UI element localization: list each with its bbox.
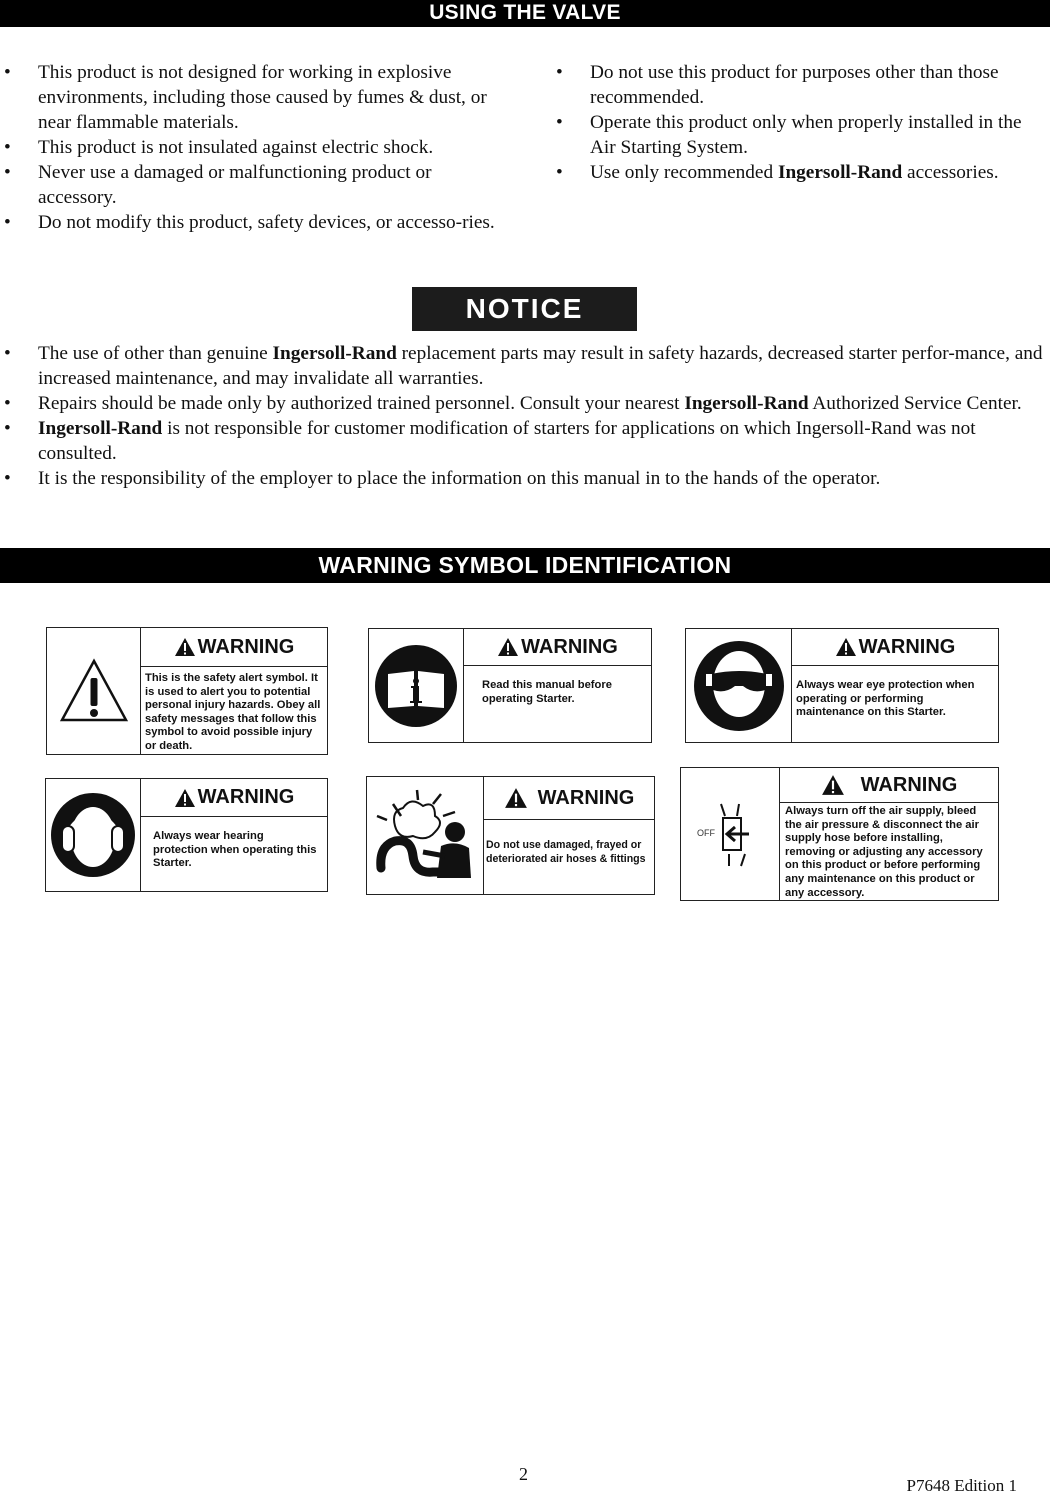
label-heading: WARNING [141,628,327,667]
warning-label-damaged-hoses [366,776,655,895]
using-valve-left-list [0,60,510,235]
list-item: • This product is not designed for working in explosive environments, including those caused by fumes & dust, or near flammable materials. [0,60,510,135]
section-title-warning-symbols: WARNING SYMBOL IDENTIFICATION [0,548,1050,583]
warning-triangle-icon [504,787,528,809]
label-heading: WARNING [464,629,651,666]
label-heading: WARNING [141,779,327,817]
list-item: • Use only recommended Ingersoll-Rand accessories. [552,160,1050,185]
label-message: Always wear eye protection when operating or performing maintenance on this Starter. [796,679,975,719]
list-item: • Do not modify this product, safety devices, or accesso-ries. [0,210,510,235]
label-message: Always turn off the air supply, bleed the air pressure & disconnect the air supply hose before installing, removing or adjusting any accessory on this product or before performing any maintenance on this product or any accessory. [785,805,983,899]
label-heading: WARNING [780,768,998,803]
label-message: Always wear hearing protection when operating this Starter. [153,830,317,870]
label-heading: WARNING [484,777,654,820]
warning-label-hearing-protection [45,778,328,892]
list-item: • Ingersoll-Rand is not responsible for customer modification of starters for applications on which Ingersoll-Rand was not consulted. [0,416,1048,466]
safety-alert-icon [47,628,141,754]
page-number: 2 [519,1464,528,1484]
list-item: • It is the responsibility of the employer to place the information on this manual in to the hands of the operator. [0,466,1048,491]
warning-triangle-icon [174,637,196,657]
notice-heading: NOTICE [412,287,637,331]
warning-label-safety-alert [46,627,328,755]
label-message: Read this manual before operating Starter. [482,679,612,705]
list-item: • Repairs should be made only by authorized trained personnel. Consult your nearest Ingersoll-Rand Authorized Service Center. [0,391,1048,416]
using-valve-right-list [552,60,1050,185]
list-item: • Do not use this product for purposes other than those recommended. [552,60,1050,110]
damaged-hose-icon [367,777,484,894]
air-supply-off-icon [681,768,780,900]
warning-label-read-manual [368,628,652,743]
label-message: Do not use damaged, frayed or deteriorated air hoses & fittings [486,839,646,865]
edition-label: P7648 Edition 1 [906,1476,1017,1495]
warning-triangle-icon [821,774,845,796]
warning-triangle-icon [835,637,857,657]
warning-label-eye-protection [685,628,999,743]
label-message: This is the safety alert symbol. It is used to alert you to potential personal injury hazards. Obey all safety messages that follow this symbol to avoid possible injury or death. [145,672,321,752]
read-manual-icon [369,629,464,742]
list-item: • Operate this product only when properly installed in the Air Starting System. [552,110,1050,160]
warning-triangle-icon [174,788,196,808]
warning-label-air-supply-off [680,767,999,901]
eye-protection-icon [686,629,792,742]
label-heading: WARNING [792,629,998,666]
notice-list [0,341,1048,491]
list-item: • This product is not insulated against electric shock. [0,135,510,160]
off-text: OFF [697,828,715,838]
section-title-using-the-valve: USING THE VALVE [0,0,1050,27]
warning-triangle-icon [497,637,519,657]
list-item: • The use of other than genuine Ingersoll-Rand replacement parts may result in safety hazards, decreased starter perfor-mance, and increased maintenance, and may invalidate all warranties. [0,341,1048,391]
list-item: • Never use a damaged or malfunctioning product or accessory. [0,160,510,210]
hearing-protection-icon [46,779,141,891]
